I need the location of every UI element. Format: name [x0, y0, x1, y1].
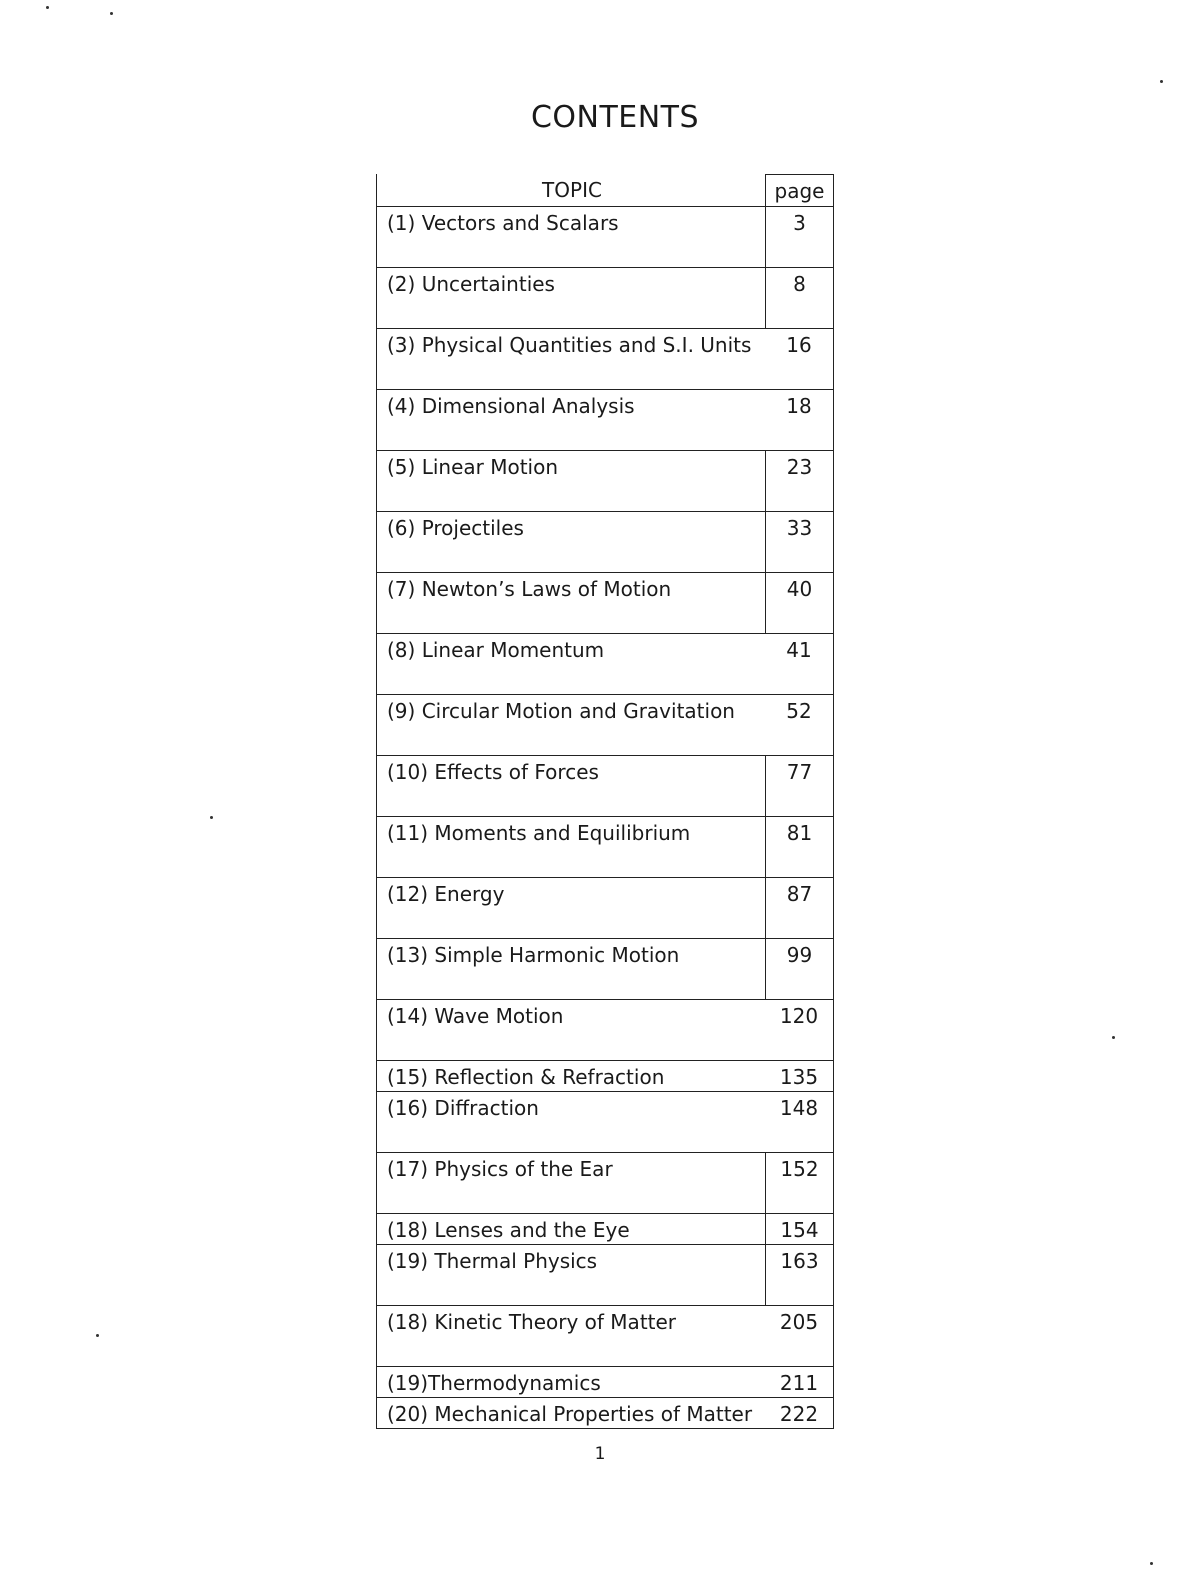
table-row	[377, 939, 833, 1000]
row-topic: (3) Physical Quantities and S.I. Units	[387, 333, 752, 357]
row-topic: (19) Thermal Physics	[387, 1249, 598, 1273]
table-row	[377, 207, 833, 268]
table-row	[377, 695, 833, 756]
row-topic: (10) Effects of Forces	[387, 760, 599, 784]
row-topic: (7) Newton’s Laws of Motion	[387, 577, 672, 601]
table-row	[377, 1092, 833, 1153]
row-page: 52	[786, 699, 812, 723]
table-row	[377, 817, 833, 878]
row-topic: (13) Simple Harmonic Motion	[387, 943, 680, 967]
row-topic: (6) Projectiles	[387, 516, 524, 540]
row-page: 120	[779, 1004, 819, 1028]
row-topic: (16) Diffraction	[387, 1096, 539, 1120]
row-topic: (8) Linear Momentum	[387, 638, 605, 662]
table-row	[377, 878, 833, 939]
row-page: 16	[786, 333, 812, 357]
row-page: 18	[786, 394, 812, 418]
table-row	[377, 1245, 833, 1306]
scan-speck	[110, 12, 113, 15]
table-row	[377, 1398, 833, 1429]
row-page: 77	[765, 756, 833, 816]
table-row	[377, 1153, 833, 1214]
table-row	[377, 573, 833, 634]
row-topic: (2) Uncertainties	[387, 272, 555, 296]
row-page: 33	[765, 512, 833, 572]
row-topic: (19)Thermodynamics	[387, 1371, 601, 1395]
row-topic: (1) Vectors and Scalars	[387, 211, 619, 235]
row-page: 87	[765, 878, 833, 938]
row-page: 41	[786, 638, 812, 662]
table-row	[377, 1061, 833, 1092]
row-topic: (5) Linear Motion	[387, 455, 559, 479]
topic-column-header: TOPIC	[542, 178, 602, 202]
row-topic: (17) Physics of the Ear	[387, 1157, 613, 1181]
table-row	[377, 512, 833, 573]
row-topic: (15) Reflection & Refraction	[387, 1065, 665, 1089]
contents-table	[376, 174, 834, 1429]
table-row	[377, 756, 833, 817]
scan-speck	[1112, 1036, 1115, 1039]
row-page: 135	[779, 1065, 819, 1089]
table-row	[377, 390, 833, 451]
page-number: 1	[594, 1444, 606, 1464]
scan-speck	[1160, 80, 1163, 83]
row-topic: (18) Kinetic Theory of Matter	[387, 1310, 677, 1334]
row-topic: (12) Energy	[387, 882, 505, 906]
table-row	[377, 1367, 833, 1398]
row-page: 222	[779, 1402, 819, 1426]
row-topic: (4) Dimensional Analysis	[387, 394, 635, 418]
row-page: 23	[765, 451, 833, 511]
row-page: 40	[765, 573, 833, 633]
row-page: 81	[765, 817, 833, 877]
table-row	[377, 1214, 833, 1245]
page-column-header: page	[765, 174, 833, 206]
row-page: 154	[765, 1214, 833, 1244]
row-page: 99	[765, 939, 833, 999]
row-page: 163	[765, 1245, 833, 1305]
table-row	[377, 329, 833, 390]
table-row	[377, 451, 833, 512]
row-page: 148	[779, 1096, 819, 1120]
scan-speck	[96, 1334, 99, 1337]
row-topic: (18) Lenses and the Eye	[387, 1218, 630, 1242]
scan-speck	[210, 816, 213, 819]
table-row	[377, 1000, 833, 1061]
table-row	[377, 634, 833, 695]
scan-speck	[46, 6, 49, 9]
row-topic: (11) Moments and Equilibrium	[387, 821, 691, 845]
table-row	[377, 1306, 833, 1367]
row-topic: (14) Wave Motion	[387, 1004, 564, 1028]
table-header	[377, 174, 833, 207]
row-page: 211	[779, 1371, 819, 1395]
row-page: 3	[765, 207, 833, 267]
page-title: CONTENTS	[530, 100, 700, 135]
row-page: 205	[779, 1310, 819, 1334]
row-topic: (20) Mechanical Properties of Matter	[387, 1402, 753, 1426]
table-row	[377, 268, 833, 329]
scan-speck	[1150, 1562, 1153, 1565]
row-page: 8	[765, 268, 833, 328]
row-page: 152	[765, 1153, 833, 1213]
row-topic: (9) Circular Motion and Gravitation	[387, 699, 735, 723]
